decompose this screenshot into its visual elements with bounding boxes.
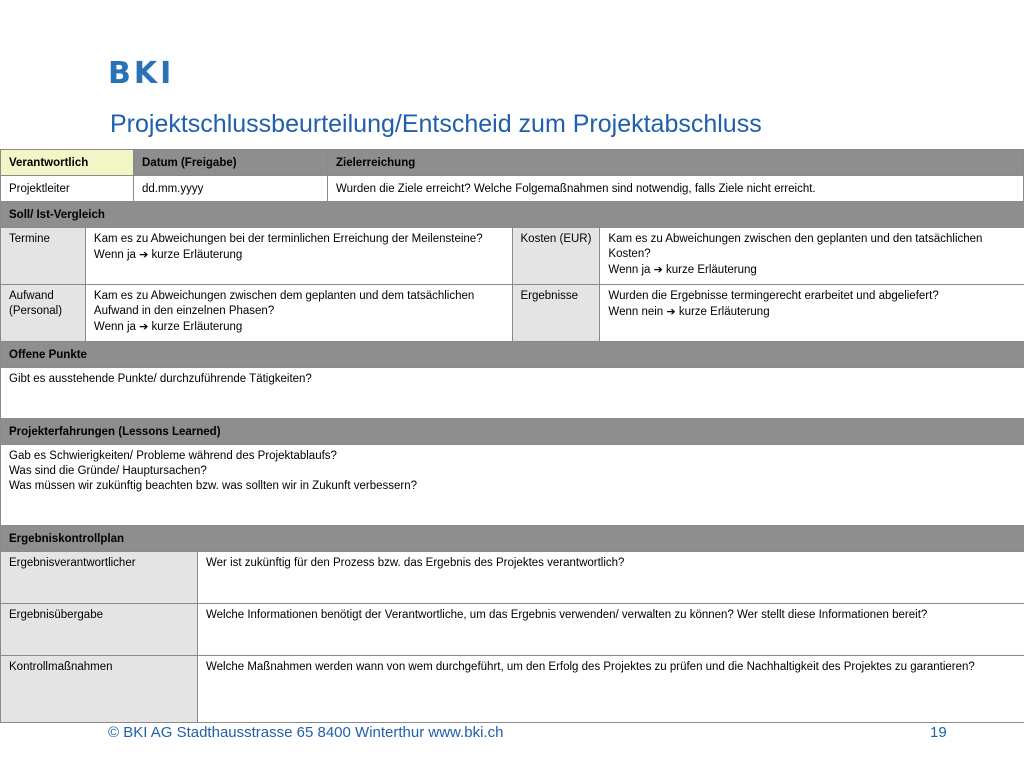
soll-ist-heading: Soll/ Ist-Vergleich (0, 201, 1024, 228)
termine-hint (94, 247, 504, 263)
kosten-text (599, 227, 1024, 285)
projektleiter-row (0, 175, 1024, 201)
zielerreichung-cell: Wurden die Ziele erreicht? Welche Folgemaßnahmen sind notwendig, falls Ziele nicht erreicht. (327, 175, 1024, 202)
bki-logo: BKI (108, 56, 175, 91)
ergebnisse-question: Wurden die Ergebnisse termingerecht erarbeitet und abgeliefert? (608, 290, 939, 302)
footer (0, 722, 1024, 744)
lessons-line-3: Was müssen wir zukünftig beachten bzw. was sollten wir in Zukunft verbessern? (9, 480, 418, 492)
ergebnisse-hint-action: kurze Erläuterung (678, 306, 770, 318)
date-cell: dd.mm.yyyy (133, 175, 328, 202)
kontrollplan-text: Wer ist zukünftig für den Prozess bzw. das Ergebnis des Projektes verantwortlich? (197, 551, 1024, 604)
kontrollplan-label: Ergebnisübergabe (0, 603, 198, 656)
offene-punkte-text: Gibt es ausstehende Punkte/ durchzuführende Tätigkeiten? (0, 367, 1024, 419)
projektleiter-cell: Projektleiter (0, 175, 134, 202)
kosten-hint (608, 262, 1016, 278)
lessons-line-2: Was sind die Gründe/ Hauptursachen? (9, 465, 207, 477)
header-zielerreichung: Zielerreichung (327, 149, 1024, 176)
termine-label: Termine (0, 227, 86, 285)
aufwand-question: Kam es zu Abweichungen zwischen dem geplanten und dem tatsächlichen Aufwand in den einzelnen Phasen? (93, 290, 475, 317)
ergebnisse-hint (608, 304, 1016, 320)
aufwand-label: Aufwand (Personal) (0, 284, 86, 342)
kontrollplan-text: Welche Informationen benötigt der Verantwortliche, um das Ergebnis verwenden/ verwalten zu können? Wer stellt diese Informationen bereit? (197, 603, 1024, 656)
header-verantwortlich: Verantwortlich (0, 149, 134, 176)
lessons-text (0, 444, 1024, 526)
termine-hint-condition: Wenn ja (93, 249, 136, 261)
termine-text (85, 227, 513, 285)
lessons-line-1: Gab es Schwierigkeiten/ Probleme während des Projektablaufs? (9, 450, 337, 462)
termine-question: Kam es zu Abweichungen bei der terminlichen Erreichung der Meilensteine? (93, 233, 483, 245)
lessons-heading: Projekterfahrungen (Lessons Learned) (0, 418, 1024, 445)
termine-kosten-row (0, 227, 1024, 284)
arrow-right-icon: ➔ (666, 305, 676, 318)
lessons-heading-row (0, 418, 1024, 444)
kontrollplan-heading-row (0, 525, 1024, 551)
kontrollplan-row (0, 603, 1024, 655)
assessment-table (0, 149, 1024, 722)
kontrollplan-row (0, 551, 1024, 603)
offene-punkte-heading-row (0, 341, 1024, 367)
header-row (0, 149, 1024, 175)
ergebnisse-label: Ergebnisse (512, 284, 601, 342)
kontrollplan-label: Kontrollmaßnahmen (0, 655, 198, 723)
termine-hint-action: kurze Erläuterung (151, 249, 243, 261)
kosten-hint-condition: Wenn ja (608, 264, 651, 276)
arrow-right-icon: ➔ (139, 248, 149, 261)
aufwand-ergebnisse-row (0, 284, 1024, 341)
aufwand-hint (94, 319, 504, 335)
kontrollplan-heading: Ergebniskontrollplan (0, 525, 1024, 552)
ergebnisse-hint-condition: Wenn nein (608, 306, 664, 318)
kontrollplan-row (0, 655, 1024, 722)
footer-copyright: © BKI AG Stadthausstrasse 65 8400 Winterthur www.bki.ch (108, 724, 504, 741)
kosten-label: Kosten (EUR) (512, 227, 601, 285)
aufwand-text (85, 284, 513, 342)
soll-ist-heading-row (0, 201, 1024, 227)
aufwand-hint-action: kurze Erläuterung (151, 321, 243, 333)
arrow-right-icon: ➔ (653, 263, 663, 276)
lessons-row (0, 444, 1024, 525)
ergebnisse-text (599, 284, 1024, 342)
offene-punkte-row (0, 367, 1024, 418)
kosten-question: Kam es zu Abweichungen zwischen den geplanten und den tatsächlichen Kosten? (608, 233, 983, 260)
page-number: 19 (930, 724, 947, 741)
header-datum: Datum (Freigabe) (133, 149, 328, 176)
kontrollplan-text: Welche Maßnahmen werden wann von wem durchgeführt, um den Erfolg des Projektes zu prüfen und die Nachhaltigkeit des Projektes zu garantieren? (197, 655, 1024, 723)
kontrollplan-label: Ergebnisverantwortlicher (0, 551, 198, 604)
offene-punkte-heading: Offene Punkte (0, 341, 1024, 368)
page-title: Projektschlussbeurteilung/Entscheid zum Projektabschluss (110, 110, 762, 138)
kosten-hint-action: kurze Erläuterung (666, 264, 757, 276)
aufwand-hint-condition: Wenn ja (93, 321, 136, 333)
arrow-right-icon: ➔ (139, 320, 149, 333)
